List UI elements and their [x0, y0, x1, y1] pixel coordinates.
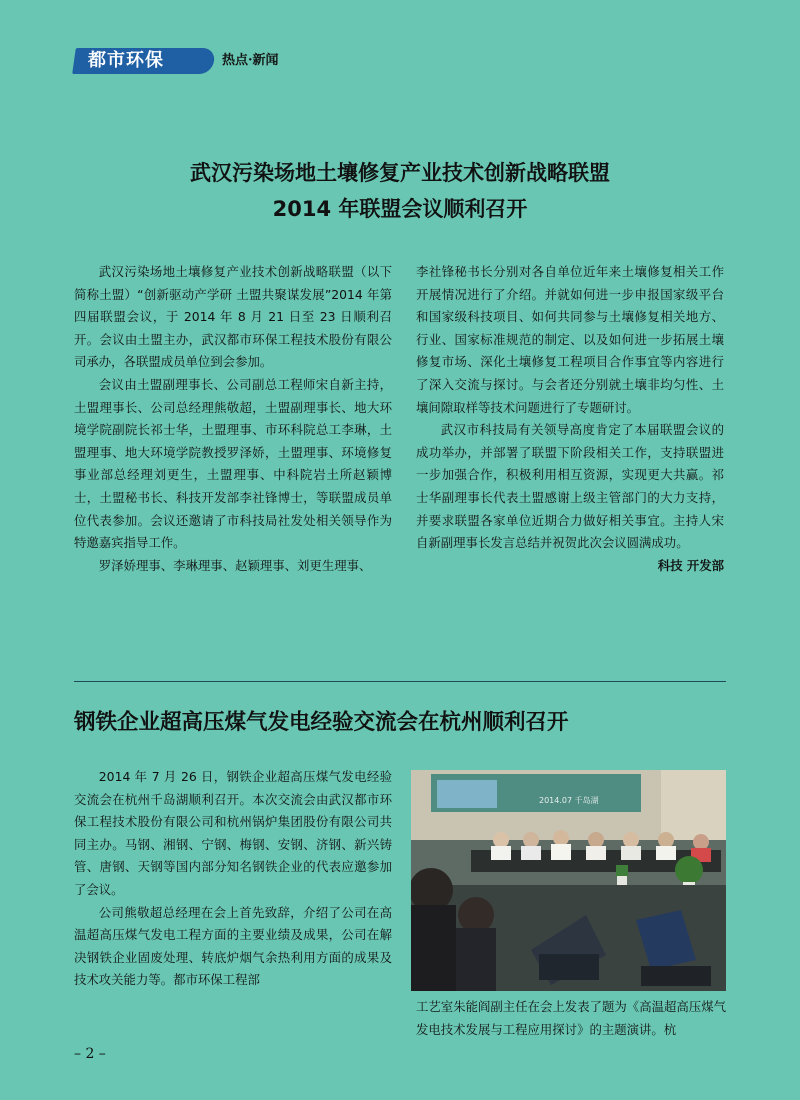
article1-right-column	[416, 261, 724, 577]
article1-title-line2: 2014 年联盟会议顺利召开	[272, 197, 528, 221]
article1-left-column	[74, 261, 392, 577]
magazine-logo: 都市环保	[88, 50, 164, 71]
article1-paragraph: 会议由土盟副理事长、公司副总工程师宋自新主持，土盟理事长、公司总经理熊敬超，土盟副理事长、地大环境学院副院长祁士华，土盟理事、市环科院总工李琳，土盟理事、地大环境学院教授罗泽娇，土盟理事、环境修复事业部总经理刘更生，土盟理事、中科院岩土所赵颖博士，土盟秘书长、科技开发部李社锋博士，等联盟成员单位代表参加。会议还邀请了市科技局社发处相关领导作为特邀嘉宾指导工作。	[74, 376, 392, 551]
article2-title: 钢铁企业超高压煤气发电经验交流会在杭州顺利召开	[74, 710, 569, 735]
article1-paragraph: 武汉市科技局有关领导高度肯定了本届联盟会议的成功举办，并部署了联盟下阶段相关工作，支持联盟进一步加强合作，积极利用相互资源，实现更大共赢。祁士华副理事长代表土盟感谢上级主管部门的大力支持，并要求联盟各家单位近期合力做好相关事宜。主持人宋自新副理事长发言总结并祝贺此次会议圆满成功。	[416, 422, 724, 551]
article2-paragraph: 公司熊敬超总经理在会上首先致辞，介绍了公司在高温超高压煤气发电工程方面的主要业绩及成果，公司在解决钢铁企业固废处理、转底炉烟气余热利用方面的成果及技术攻关能力等。都市环保工程部	[74, 904, 392, 988]
article2-paragraph: 2014 年 7 月 26 日，钢铁企业超高压煤气发电经验交流会在杭州千岛湖顺利召开。本次交流会由武汉都市环保工程技术股份有限公司和杭州锅炉集团股份有限公司共同主办。马钢、湘钢、宁钢、梅钢、安钢、济钢、新兴铸管、唐钢、天钢等国内部分知名钢铁企业的代表应邀参加了会议。	[74, 769, 392, 897]
article1-paragraph: 李社锋秘书长分别对各自单位近年来土壤修复相关工作开展情况进行了介绍。并就如何进一步申报国家级平台和国家级科技项目、如何共同参与土壤修复相关地方、行业、国家标准规范的制定、以及如何进一步拓展土壤修复市场、深化土壤修复工程项目合作事宜等内容进行了深入交流与探讨。与会者还分别就土壤非均匀性、土壤间隙取样等技术问题进行了专题研讨。	[416, 264, 724, 415]
article1-paragraph: 武汉污染场地土壤修复产业技术创新战略联盟（以下简称土盟）“创新驱动产学研 土盟共聚谋发展”2014 年第四届联盟会议，于 2014 年 8 月 21 日至 23 日顺利召开。会议由土盟主办，武汉都市环保工程技术股份有限公司承办，各联盟成员单位到会参加。	[74, 264, 392, 370]
photo-banner-text: 2014.07 千岛湖	[539, 796, 599, 805]
meeting-photo	[411, 770, 726, 991]
article1-paragraph: 罗泽娇理事、李琳理事、赵颖理事、刘更生理事、	[98, 557, 372, 573]
article2-left-column	[74, 766, 392, 992]
article1-title-line1: 武汉污染场地土壤修复产业技术创新战略联盟	[190, 161, 610, 185]
page-number: – 2 –	[74, 1046, 106, 1062]
section-label: 热点·新闻	[222, 53, 279, 68]
article2-right-column	[416, 996, 726, 1041]
article1-title	[74, 155, 726, 227]
article1-byline: 科技 开发部	[657, 557, 724, 573]
article-divider	[74, 681, 726, 682]
article2-paragraph: 工艺室朱能阎副主任在会上发表了题为《高温超高压煤气发电技术发展与工程应用探讨》的主题演讲。杭	[416, 999, 726, 1037]
